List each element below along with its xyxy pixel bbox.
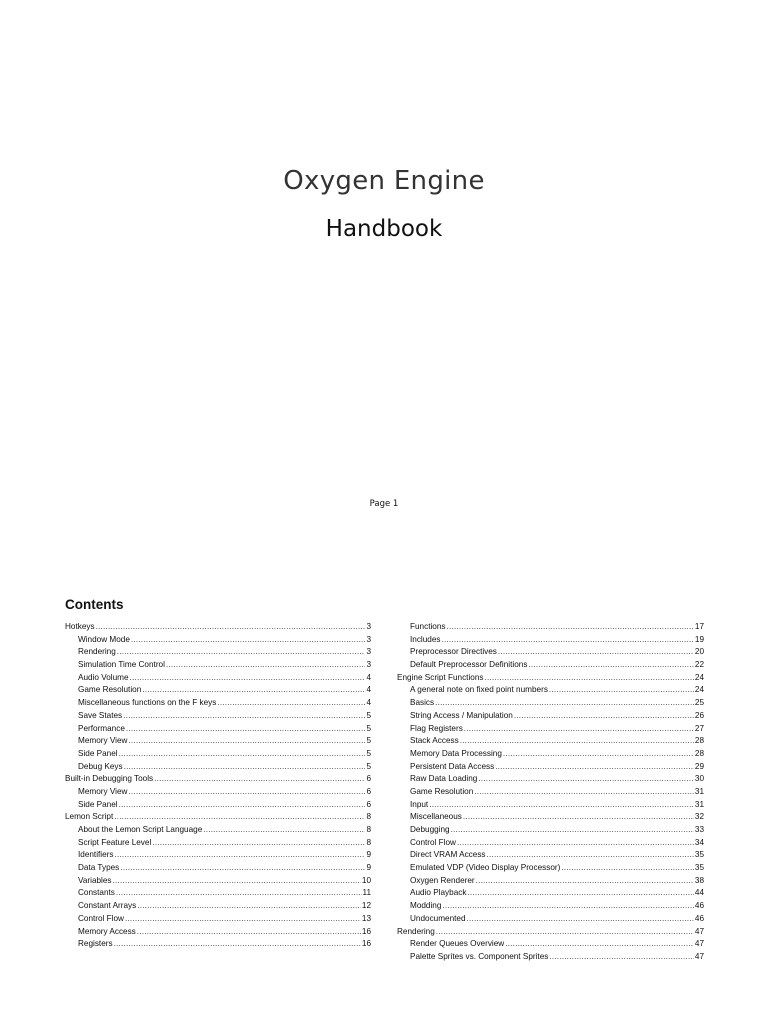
toc-entry[interactable] — [65, 811, 371, 824]
toc-entry-title: Rendering — [397, 926, 435, 936]
toc-entry[interactable] — [65, 786, 371, 799]
toc-entry-title: Debug Keys — [78, 761, 123, 771]
toc-leader-dots — [442, 900, 693, 913]
toc-entry[interactable] — [65, 900, 371, 913]
toc-leader-dots — [114, 938, 361, 951]
toc-entry-page: 46 — [694, 901, 704, 911]
toc-entry[interactable] — [397, 951, 704, 964]
toc-entry-title: Memory Data Processing — [410, 748, 502, 758]
toc-leader-dots — [478, 773, 694, 786]
toc-leader-dots — [464, 723, 694, 736]
toc-entry-title: Memory View — [78, 736, 128, 746]
toc-entry[interactable] — [65, 887, 371, 900]
toc-entry-page: 22 — [694, 660, 704, 670]
toc-entry[interactable] — [397, 710, 704, 723]
toc-entry-title: String Access / Manipulation — [410, 710, 513, 720]
toc-entry[interactable] — [65, 684, 371, 697]
toc-leader-dots — [203, 824, 365, 837]
toc-entry[interactable] — [65, 875, 371, 888]
toc-entry[interactable] — [397, 773, 704, 786]
toc-leader-dots — [487, 849, 694, 862]
toc-entry-title: A general note on fixed point numbers — [410, 685, 548, 695]
toc-leader-dots — [429, 799, 694, 812]
toc-leader-dots — [435, 697, 694, 710]
toc-entry-page: 24 — [694, 685, 704, 695]
toc-entry-page: 4 — [366, 685, 371, 695]
toc-entry-title: Direct VRAM Access — [410, 850, 486, 860]
toc-entry[interactable] — [397, 799, 704, 812]
toc-entry[interactable] — [65, 761, 371, 774]
toc-entry[interactable] — [65, 672, 371, 685]
toc-leader-dots — [131, 634, 366, 647]
toc-entry-page: 29 — [694, 761, 704, 771]
toc-entry-page: 13 — [361, 913, 371, 923]
toc-entry-title: Miscellaneous — [410, 812, 462, 822]
toc-entry[interactable] — [397, 824, 704, 837]
document-subtitle: Handbook — [325, 216, 443, 242]
toc-entry-page: 16 — [361, 926, 371, 936]
toc-entry-title: Basics — [410, 698, 435, 708]
toc-entry[interactable] — [65, 621, 371, 634]
toc-entry-title: Variables — [78, 875, 112, 885]
toc-entry-page: 27 — [694, 723, 704, 733]
toc-entry-title: Constant Arrays — [78, 901, 137, 911]
toc-entry[interactable] — [397, 913, 704, 926]
toc-entry[interactable] — [397, 926, 704, 939]
toc-entry-page: 28 — [694, 748, 704, 758]
toc-leader-dots — [166, 659, 366, 672]
toc-entry-title: Preprocessor Directives — [410, 647, 497, 657]
toc-entry[interactable] — [65, 646, 371, 659]
document-title: Oxygen Engine — [283, 166, 485, 196]
toc-entry-page: 6 — [366, 786, 371, 796]
toc-entry[interactable] — [397, 659, 704, 672]
toc-entry-page: 33 — [694, 825, 704, 834]
toc-leader-dots — [505, 938, 694, 951]
toc-entry-page: 46 — [694, 913, 704, 923]
toc-entry-title: Side Panel — [78, 799, 118, 809]
toc-entry-title: Stack Access — [410, 736, 459, 746]
toc-entry-page: 5 — [366, 736, 371, 746]
toc-entry[interactable] — [397, 621, 704, 634]
toc-leader-dots — [474, 786, 694, 799]
toc-entry[interactable] — [397, 811, 704, 824]
toc-entry[interactable] — [397, 900, 704, 913]
toc-leader-dots — [124, 761, 366, 774]
toc-entry[interactable] — [65, 697, 371, 710]
toc-entry-page: 3 — [366, 660, 371, 670]
toc-entry-page: 5 — [366, 748, 371, 758]
toc-leader-dots — [467, 913, 694, 926]
toc-leader-dots — [503, 748, 694, 761]
toc-entry-title: About the Lemon Script Language — [78, 825, 203, 834]
toc-entry[interactable] — [397, 735, 704, 748]
toc-leader-dots — [114, 811, 365, 824]
toc-entry[interactable] — [65, 926, 371, 939]
toc-leader-dots — [476, 875, 694, 888]
toc-entry-page: 30 — [694, 774, 704, 784]
toc-entry-page: 6 — [366, 774, 371, 784]
toc-entry-page: 38 — [694, 875, 704, 885]
toc-entry-title: Game Resolution — [410, 786, 474, 796]
toc-leader-dots — [130, 672, 366, 685]
toc-entry-page: 5 — [366, 723, 371, 733]
toc-leader-dots — [436, 926, 694, 939]
toc-entry[interactable] — [65, 773, 371, 786]
toc-entry-page: 12 — [361, 901, 371, 911]
toc-entry-page: 11 — [362, 888, 371, 898]
toc-entry[interactable] — [397, 634, 704, 647]
toc-entry-page: 28 — [694, 736, 704, 746]
toc-entry[interactable] — [65, 748, 371, 761]
toc-leader-dots — [442, 634, 694, 647]
toc-leader-dots — [467, 887, 693, 900]
toc-entry-page: 8 — [366, 825, 371, 834]
toc-leader-dots — [137, 926, 361, 939]
toc-entry-page: 8 — [366, 837, 371, 847]
toc-entry-title: Audio Volume — [78, 672, 129, 682]
toc-entry-page: 32 — [694, 812, 704, 822]
toc-entry-title: Window Mode — [78, 634, 130, 644]
toc-entry-title: Render Queues Overview — [410, 939, 505, 949]
toc-leader-dots — [120, 862, 365, 875]
toc-entry-page: 35 — [694, 850, 704, 860]
toc-entry-title: Functions — [410, 622, 446, 631]
toc-entry-title: Lemon Script — [65, 812, 114, 822]
toc-entry-title: Memory Access — [78, 926, 136, 936]
toc-leader-dots — [463, 811, 694, 824]
toc-entry-title: Performance — [78, 723, 125, 733]
toc-leader-dots — [137, 900, 361, 913]
toc-entry-title: Data Types — [78, 863, 120, 873]
toc-leader-dots — [561, 862, 694, 875]
toc-leader-dots — [447, 621, 694, 634]
toc-entry-title: Modding — [410, 901, 442, 911]
toc-entry[interactable] — [397, 748, 704, 761]
toc-entry-page: 9 — [366, 863, 371, 873]
contents-heading: Contents — [65, 597, 124, 612]
toc-entry-page: 19 — [694, 634, 704, 644]
toc-entry-title: Persistent Data Access — [410, 761, 495, 771]
toc-leader-dots — [217, 697, 365, 710]
toc-entry[interactable] — [65, 710, 371, 723]
toc-leader-dots — [96, 621, 366, 634]
toc-leader-dots — [549, 951, 694, 964]
toc-entry-title: Control Flow — [78, 913, 124, 923]
toc-entry-title: Audio Playback — [410, 888, 467, 898]
toc-entry-title: Save States — [78, 710, 123, 720]
toc-leader-dots — [460, 735, 694, 748]
toc-entry-title: Miscellaneous functions on the F keys — [78, 698, 217, 708]
toc-entry[interactable] — [65, 862, 371, 875]
toc-entry-title: Identifiers — [78, 850, 114, 860]
toc-entry[interactable] — [65, 723, 371, 736]
toc-entry-page: 47 — [694, 939, 704, 949]
toc-entry-title: Rendering — [78, 647, 116, 657]
toc-entry-title: Hotkeys — [65, 622, 95, 631]
toc-entry[interactable] — [397, 761, 704, 774]
toc-entry-page: 3 — [366, 634, 371, 644]
toc-entry-title: Oxygen Renderer — [410, 875, 475, 885]
toc-entry-title: Emulated VDP (Video Display Processor) — [410, 863, 561, 873]
toc-leader-dots — [154, 773, 365, 786]
toc-left-column — [65, 621, 371, 951]
toc-entry[interactable] — [397, 875, 704, 888]
toc-entry-page: 10 — [361, 875, 371, 885]
toc-entry[interactable] — [65, 849, 371, 862]
toc-entry-title: Script Feature Level — [78, 837, 152, 847]
toc-entry-title: Registers — [78, 939, 113, 949]
toc-entry-page: 35 — [694, 863, 704, 873]
toc-entry-title: Palette Sprites vs. Component Sprites — [410, 951, 549, 961]
toc-entry-page: 24 — [694, 672, 704, 682]
toc-entry-page: 6 — [366, 799, 371, 809]
toc-leader-dots — [128, 786, 365, 799]
toc-entry-page: 5 — [366, 710, 371, 720]
toc-entry-page: 17 — [694, 622, 704, 631]
toc-leader-dots — [125, 913, 361, 926]
toc-entry-page: 8 — [366, 812, 371, 822]
toc-leader-dots — [549, 684, 694, 697]
toc-leader-dots — [495, 761, 694, 774]
toc-entry-title: Undocumented — [410, 913, 466, 923]
toc-leader-dots — [128, 735, 365, 748]
toc-entry[interactable] — [65, 824, 371, 837]
toc-entry[interactable] — [65, 938, 371, 951]
toc-entry[interactable] — [65, 913, 371, 926]
toc-leader-dots — [123, 710, 365, 723]
toc-entry[interactable] — [397, 849, 704, 862]
toc-entry-page: 34 — [694, 837, 704, 847]
toc-entry-page: 31 — [694, 786, 704, 796]
toc-entry-title: Built-in Debugging Tools — [65, 774, 154, 784]
toc-entry-page: 5 — [366, 761, 371, 771]
toc-leader-dots — [514, 710, 694, 723]
toc-entry-title: Side Panel — [78, 748, 118, 758]
toc-entry-title: Control Flow — [410, 837, 456, 847]
toc-entry-title: Game Resolution — [78, 685, 142, 695]
toc-leader-dots — [457, 837, 694, 850]
toc-entry[interactable] — [65, 735, 371, 748]
toc-entry-title: Engine Script Functions — [397, 672, 484, 682]
toc-entry-page: 3 — [366, 622, 371, 631]
toc-entry-page: 9 — [366, 850, 371, 860]
toc-entry-page: 16 — [361, 939, 371, 949]
toc-leader-dots — [528, 659, 693, 672]
toc-leader-dots — [498, 646, 694, 659]
toc-entry-title: Default Preprocessor Definitions — [410, 660, 528, 670]
toc-entry[interactable] — [65, 799, 371, 812]
toc-entry-page: 26 — [694, 710, 704, 720]
toc-entry-title: Flag Registers — [410, 723, 463, 733]
toc-leader-dots — [117, 646, 366, 659]
toc-entry-page: 31 — [694, 799, 704, 809]
toc-entry-title: Raw Data Loading — [410, 774, 478, 784]
toc-entry[interactable] — [397, 837, 704, 850]
toc-leader-dots — [152, 837, 365, 850]
toc-entry-page: 3 — [366, 647, 371, 657]
toc-leader-dots — [142, 684, 365, 697]
page-number: Page 1 — [369, 499, 399, 509]
toc-leader-dots — [451, 824, 694, 837]
toc-leader-dots — [119, 799, 366, 812]
toc-entry-page: 4 — [366, 672, 371, 682]
toc-entry-title: Debugging — [410, 825, 450, 834]
toc-entry[interactable] — [397, 684, 704, 697]
toc-entry-title: Input — [410, 799, 429, 809]
toc-entry[interactable] — [65, 634, 371, 647]
toc-entry-page: 4 — [366, 698, 371, 708]
toc-entry[interactable] — [397, 672, 704, 685]
toc-entry[interactable] — [65, 659, 371, 672]
toc-entry-page: 47 — [694, 951, 704, 961]
toc-leader-dots — [113, 875, 361, 888]
toc-entry-title: Memory View — [78, 786, 128, 796]
toc-leader-dots — [115, 849, 366, 862]
toc-leader-dots — [116, 887, 362, 900]
toc-entry-page: 20 — [694, 647, 704, 657]
toc-entry[interactable] — [397, 887, 704, 900]
toc-entry-page: 47 — [694, 926, 704, 936]
toc-entry[interactable] — [397, 786, 704, 799]
toc-entry-page: 25 — [694, 698, 704, 708]
toc-right-column — [397, 621, 704, 964]
toc-entry[interactable] — [65, 837, 371, 850]
toc-entry[interactable] — [397, 862, 704, 875]
toc-leader-dots — [119, 748, 366, 761]
toc-entry-page: 44 — [694, 888, 704, 898]
toc-entry[interactable] — [397, 723, 704, 736]
toc-entry-title: Simulation Time Control — [78, 660, 165, 670]
toc-leader-dots — [126, 723, 366, 736]
toc-leader-dots — [484, 672, 693, 685]
toc-entry[interactable] — [397, 697, 704, 710]
toc-entry-title: Includes — [410, 634, 441, 644]
toc-entry-title: Constants — [78, 888, 115, 898]
toc-entry[interactable] — [397, 938, 704, 951]
toc-entry[interactable] — [397, 646, 704, 659]
